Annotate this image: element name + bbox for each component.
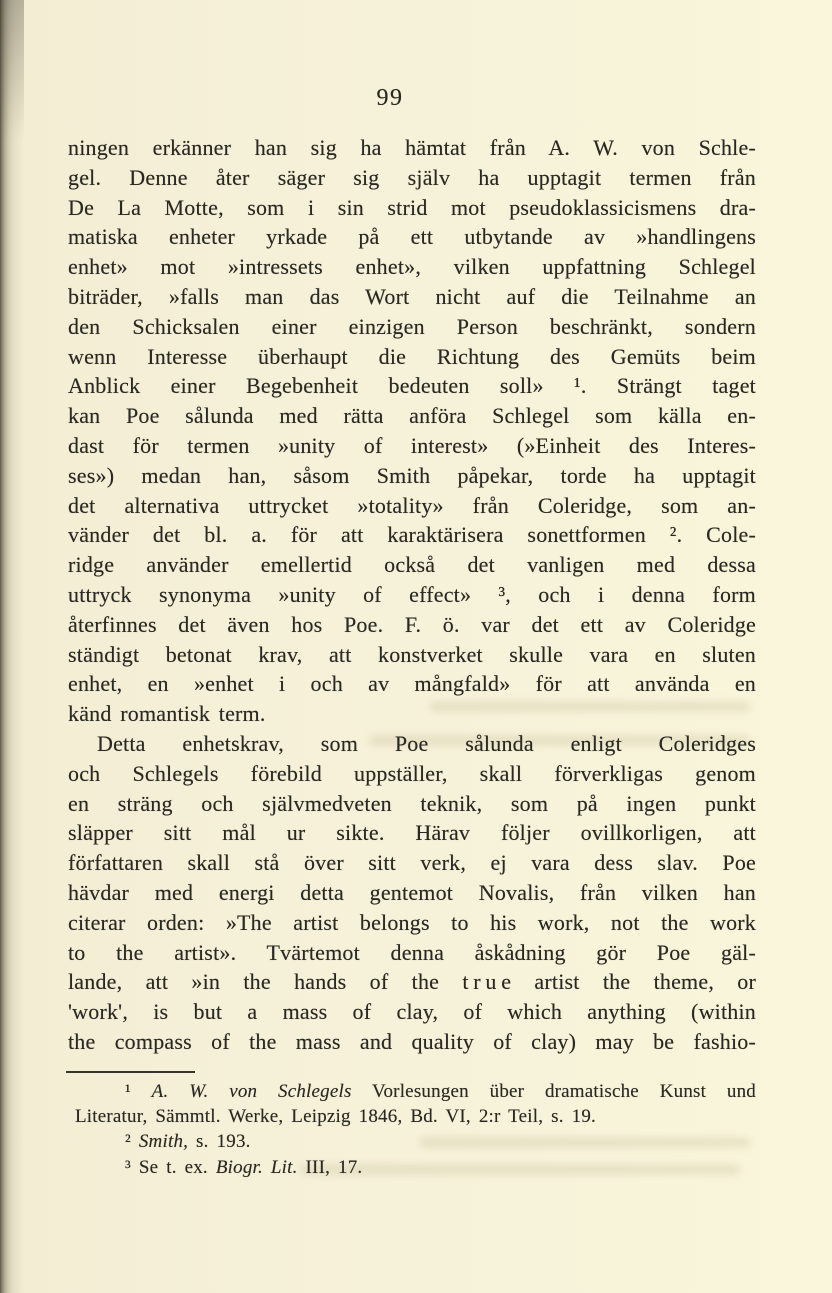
body-line: känd romantisk term. bbox=[68, 701, 266, 727]
body-line: matiska enheter yrkade på ett utbytande av »handlingens bbox=[68, 224, 756, 250]
body-line: den Schicksalen einer einzigen Person beschränkt, sondern bbox=[68, 313, 756, 339]
footnote-text: Vorlesungen über dramatische Kunst und bbox=[351, 1081, 756, 1102]
footnote-line bbox=[75, 1079, 756, 1104]
body-line: uttryck synonyma »unity of effect» ³, och i denna form bbox=[68, 581, 756, 607]
body-line: citerar orden: »The artist belongs to his work, not the work bbox=[68, 909, 756, 935]
footnote-text: ³ bbox=[125, 1156, 139, 1178]
body-line: enhet, en »enhet i och av mångfald» för att använda en bbox=[68, 671, 756, 697]
footnote-text-italic: Biogr. Lit. bbox=[215, 1156, 298, 1178]
footnote-text: s. 193. bbox=[188, 1131, 251, 1153]
body-line: släpper sitt mål ur sikte. Härav följer ovillkorligen, att bbox=[68, 820, 756, 846]
body-line: the compass of the mass and quality of clay) may be fashio- bbox=[68, 1028, 756, 1054]
footnote-line bbox=[75, 1104, 756, 1129]
body-line: De La Motte, som i sin strid mot pseudoklassicismens dra- bbox=[68, 194, 756, 220]
body-line: och Schlegels förebild uppställer, skall förverkligas genom bbox=[68, 760, 756, 786]
footnote-line bbox=[75, 1155, 756, 1180]
body-line: Detta enhetskrav, som Poe sålunda enligt Coleridges bbox=[97, 730, 756, 756]
body-line: ständigt betonat krav, att konstverket skulle vara en sluten bbox=[68, 641, 756, 667]
body-line: återfinnes det även hos Poe. F. ö. var det ett av Coleridge bbox=[68, 611, 756, 637]
footnote-text: Se t. ex. bbox=[138, 1156, 216, 1178]
footnote-separator bbox=[66, 1071, 195, 1073]
page-edge-shadow bbox=[0, 0, 24, 1293]
footnote-text: ¹ bbox=[125, 1081, 152, 1102]
page-number: 99 bbox=[376, 85, 404, 111]
body-line: gel. Denne åter säger sig själv ha upptagit termen från bbox=[68, 164, 756, 190]
body-line: enhet» mot »intressets enhet», vilken uppfattning Schlegel bbox=[68, 254, 756, 280]
body-line: ses») medan han, såsom Smith påpekar, torde ha upptagit bbox=[68, 462, 756, 488]
body-line: det alternativa uttrycket »totality» från Coleridge, som an- bbox=[68, 492, 756, 518]
body-line: biträder, »falls man das Wort nicht auf die Teilnahme an bbox=[68, 283, 756, 309]
body-line: ridge använder emellertid också det vanligen med dessa bbox=[68, 552, 756, 578]
body-line: hävdar med energi detta gentemot Novalis, från vilken han bbox=[68, 879, 756, 905]
body-line: kan Poe sålunda med rätta anföra Schlegel som källa en- bbox=[68, 403, 756, 429]
footnote-text: Literatur, Sämmtl. Werke, Leipzig 1846, Bd. VI, 2:r Teil, s. 19. bbox=[75, 1106, 596, 1128]
body-line: dast för termen »unity of interest» (»Einheit des Interes- bbox=[68, 432, 756, 458]
body-line: Anblick einer Begebenheit bedeuten soll» ¹. Strängt taget bbox=[68, 373, 756, 399]
footnotes bbox=[75, 1079, 756, 1180]
body-line: författaren skall stå över sitt verk, ej vara dess slav. Poe bbox=[68, 850, 756, 876]
body-line: to the artist». Tvärtemot denna åskådning gör Poe gäl- bbox=[68, 939, 756, 965]
body-line: lande, att »in the hands of the t r u e artist the theme, or bbox=[68, 969, 756, 995]
footnote-text: III, 17. bbox=[297, 1156, 363, 1178]
footnote-line bbox=[75, 1129, 756, 1154]
body-line: 'work', is but a mass of clay, of which anything (within bbox=[68, 999, 756, 1025]
body-line: ningen erkänner han sig ha hämtat från A. W. von Schle- bbox=[68, 135, 756, 160]
footnote-text-italic: A. W. von Schlegels bbox=[151, 1081, 352, 1102]
footnote-text-italic: Smith, bbox=[138, 1131, 189, 1153]
body-line: vänder det bl. a. för att karaktärisera sonettformen ². Cole- bbox=[68, 522, 756, 548]
body-text bbox=[68, 133, 756, 1057]
body-line: wenn Interesse überhaupt die Richtung des Gemüts beim bbox=[68, 343, 756, 369]
body-line: en sträng och självmedveten teknik, som på ingen punkt bbox=[68, 790, 756, 816]
footnote-text: ² bbox=[125, 1131, 139, 1153]
